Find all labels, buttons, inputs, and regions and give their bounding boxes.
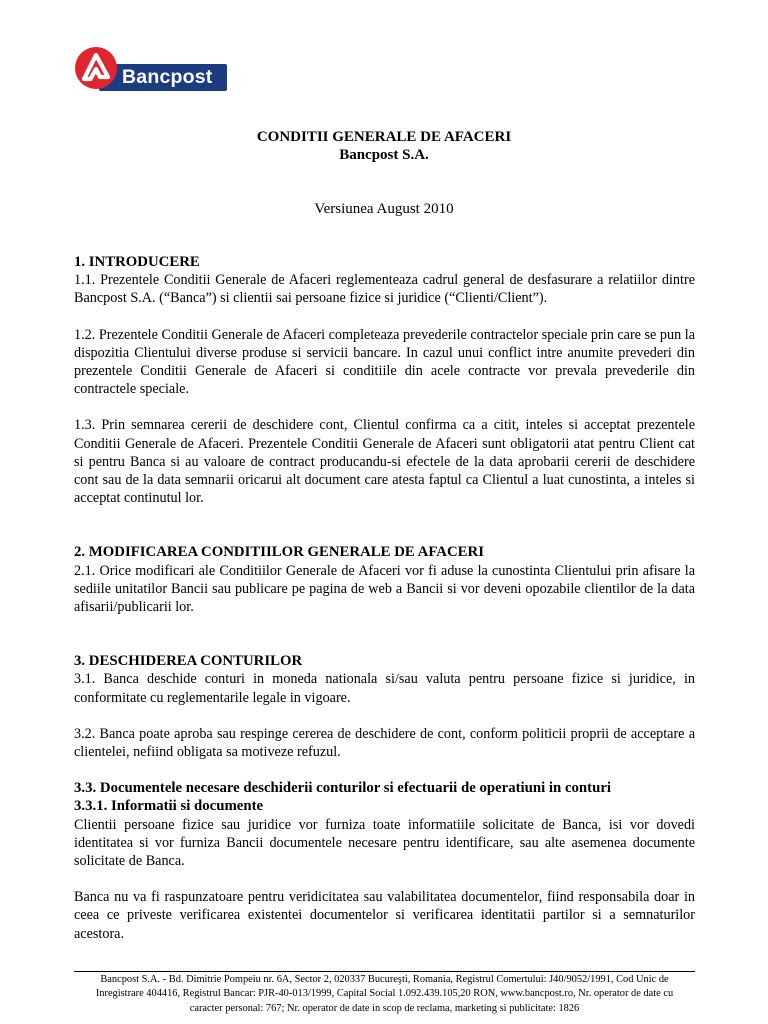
document-body <box>74 253 695 943</box>
paragraph: Banca nu va fi raspunzatoare pentru veridicitatea sau valabilitatea documentelor, fiind responsabila doar in ceea ce priveste verificarea existentei documentelor si verificarea identitatii partilor si a semnaturilor acestora. <box>74 889 695 942</box>
document-version: Versiunea August 2010 <box>314 201 454 217</box>
footer-line: caracter personal: 767; Nr. operator de date in scop de reclama, marketing si publicitate: 1826 <box>189 1002 580 1014</box>
section-heading: 2. MODIFICAREA CONDITIILOR GENERALE DE AFACERI <box>74 544 484 561</box>
bancpost-emblem-icon <box>75 47 117 89</box>
footer-line: Inregistrare 404416, Registrul Bancar: PJR-40-013/1999, Capital Social 1.092.439.105,20 RON, www.bancpost.ro, Nr. operator de date cu <box>95 988 674 1000</box>
paragraph: 1.2. Prezentele Conditii Generale de Afaceri completeaza prevederile contractelor speciale prin care se pun la dispozitia Clientului diverse produse si servicii bancare. In cazul unui conflict intre anumite prevederi din prezentele Conditii Generale de Afaceri si conditiile din acele contracte vor prevala prevederile din contractele speciale. <box>74 326 695 398</box>
section-heading: 1. INTRODUCERE <box>74 254 200 270</box>
subsubsection-heading: 3.3.1. Informatii si documente <box>74 798 264 815</box>
document-subtitle: Bancpost S.A. <box>339 147 429 163</box>
paragraph: Clientii persoane fizice sau juridice vor furniza toate informatiile solicitate de Banca, isi vor dovedi identitatea si vor furniza Bancii documentele necesare pentru identificare, sau alte asemenea documente solicitate de Banca. <box>74 816 695 870</box>
section-heading: 3. DESCHIDEREA CONTURILOR <box>74 653 303 670</box>
footer-line: Bancpost S.A. - Bd. Dimitrie Pompeiu nr. 6A, Sector 2, 020337 Bucureşti, Romania, Registrul Comertului: J40/9052/1991, Cod Unic de <box>100 974 669 985</box>
paragraph: 3.1. Banca deschide conturi in moneda nationala si/sau valuta pentru persoane fizice si juridice, in conformitate cu reglementarile legale in vigoare. <box>74 671 695 706</box>
paragraph: 3.2. Banca poate aproba sau respinge cererea de deschidere de cont, conform politicii proprii de acceptare a clientelei, nefiind obligata sa motiveze refuzul. <box>74 725 695 761</box>
paragraph: 2.1. Orice modificari ale Conditiilor Generale de Afaceri vor fi aduse la cunostinta Clientului prin afisare la sediile unitatilor Bancii sau publicare pe pagina de web a Bancii si vor deveni opozabile clientilor de la data afisarii/publicarii lor. <box>74 562 695 616</box>
paragraph: 1.1. Prezentele Conditii Generale de Afaceri reglementeaza cadrul general de desfasurare a relatiilor dintre Bancpost S.A. (“Banca”) si clientii sai persoane fizice si juridice (“Clienti/Client”). <box>74 272 695 307</box>
logo-text: Bancpost <box>122 66 213 88</box>
subsection-heading: 3.3. Documentele necesare deschiderii conturilor si efectuarii de operatiuni in conturi <box>74 780 611 797</box>
footer-divider <box>74 971 695 972</box>
document-title: CONDITII GENERALE DE AFACERI <box>256 129 512 145</box>
footer <box>62 973 707 1016</box>
paragraph: 1.3. Prin semnarea cererii de deschidere cont, Clientul confirma ca a citit, inteles si acceptat prezentele Conditii Generale de Afaceri. Prezentele Conditii Generale de Afaceri sunt obligatorii atat pentru Client cat si pentru Banca si au valoare de contract producandu-si efectele de la data aprobarii cererii de deschidere cont sau de la data semnarii oricarui alt document care atesta faptul ca Clientul a luat cunostinta, a inteles si acceptat continutul lor. <box>74 417 695 507</box>
bancpost-logo <box>75 45 227 93</box>
